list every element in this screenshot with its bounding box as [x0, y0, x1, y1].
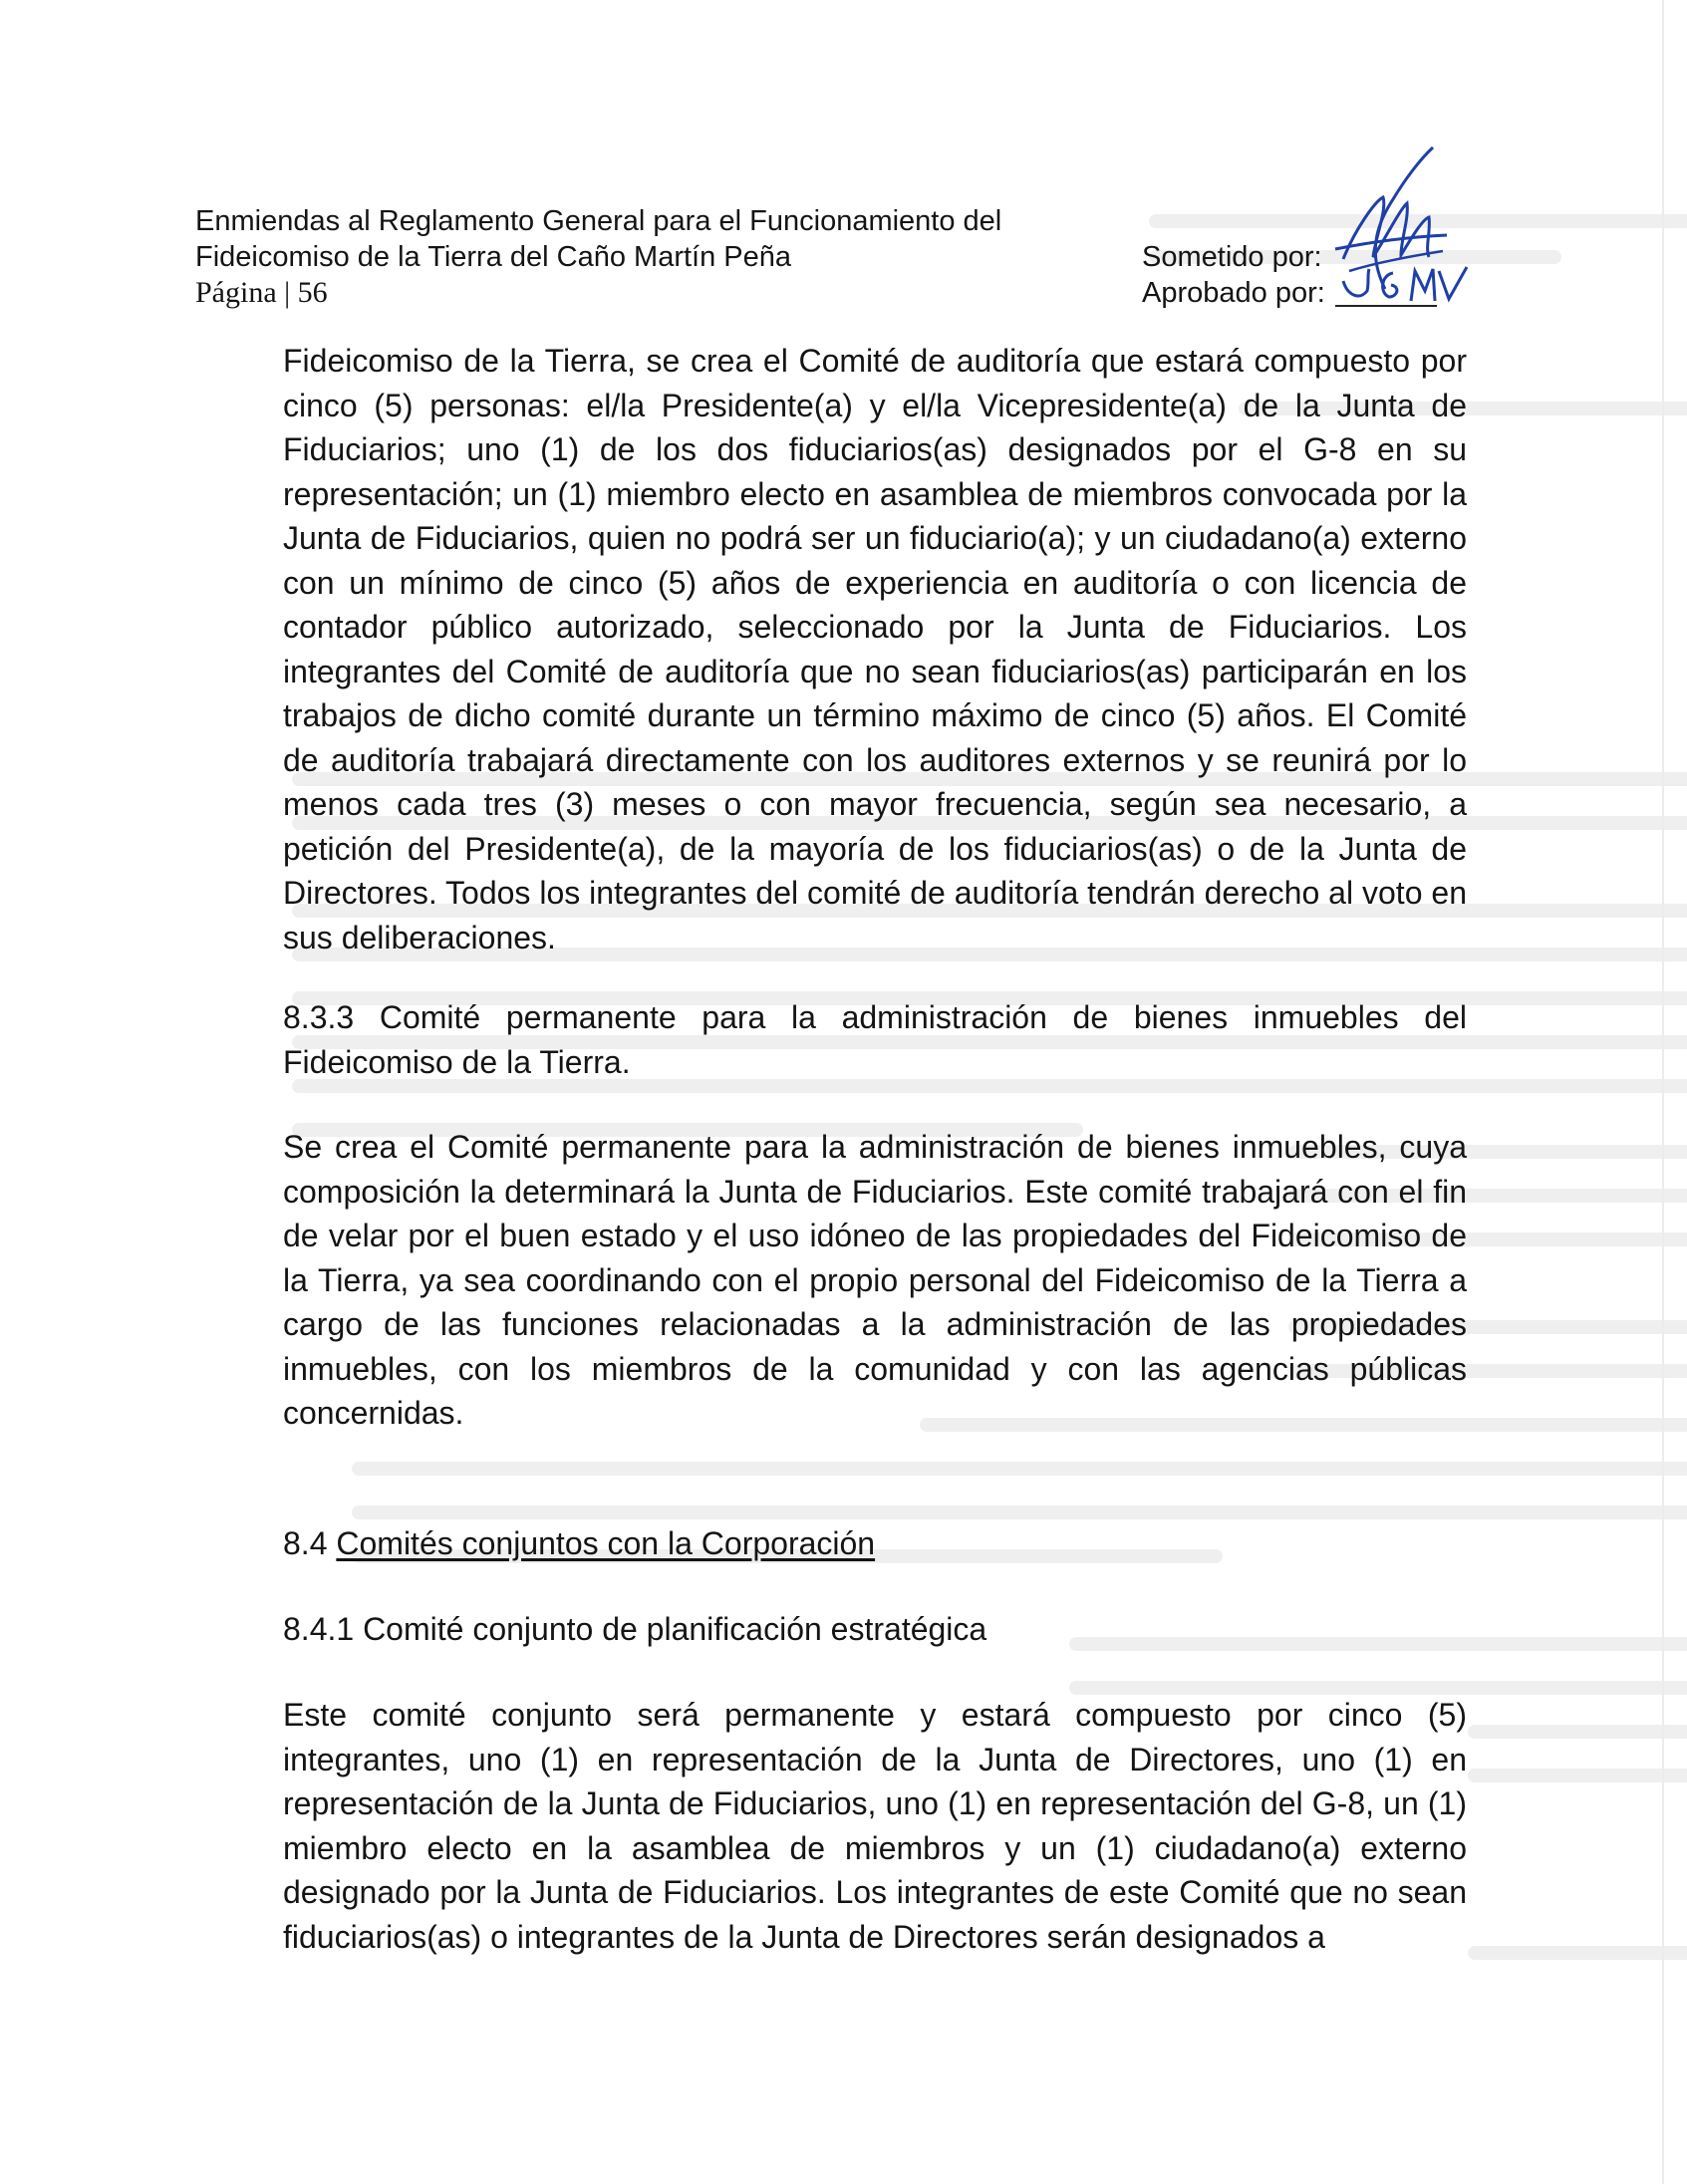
section-8-3-3	[283, 995, 1467, 1084]
document-title-line-2: Fideicomiso de la Tierra del Caño Martín Peña	[195, 241, 792, 273]
approved-by-label: Aprobado por:	[1142, 277, 1325, 309]
section-body-text	[283, 339, 1467, 959]
paragraph-audit-committee: Fideicomiso de la Tierra, se crea el Comité de auditoría que estará compuesto por cinco (5) personas: el/la Presidente(a) y el/la Vicepresidente(a) de la Junta de Fiduciarios; uno (1) de los dos fiduciarios(as) designados por el G-8 en su representación; un (1) miembro electo en asamblea de miembros convocada por la Junta de Fiduciarios, quien no podrá ser un fiduciario(a); y un ciudadano(a) externo con un mínimo de cinco (5) años de experiencia en auditoría o con licencia de contador público autorizado, seleccionado por la Junta de Fiduciarios. Los integrantes del Comité de auditoría que no sean fiduciarios(as) participarán en los trabajos de dicho comité durante un término máximo de cinco (5) años. El Comité de auditoría trabajará directamente con los auditores externos y se reunirá por lo menos cada tres (3) meses o con mayor frecuencia, según sea necesario, a petición del Presidente(a), de la mayoría de los fiduciarios(as) o de la Junta de Directores. Todos los integrantes del comité de auditoría tendrán derecho al voto en sus deliberaciones.	[283, 343, 1467, 956]
section-8-4-1	[283, 1607, 1467, 1652]
heading-8-3-3: 8.3.3 Comité permanente para la administración de bienes inmuebles del Fideicomiso de la Tierra.	[283, 999, 1467, 1080]
page-number: Página | 56	[195, 276, 328, 309]
submitted-by-label: Sometido por:	[1142, 241, 1322, 273]
document-header	[195, 203, 1001, 311]
document-title-line-1: Enmiendas al Reglamento General para el Funcionamiento del	[195, 205, 1002, 237]
page-edge-line	[1662, 0, 1664, 2184]
paragraph-strategic-planning: Este comité conjunto será permanente y estará compuesto por cinco (5) integrantes, uno (1) en representación de la Junta de Directores, uno (1) en representación de la Junta de Fiduciarios, uno (1) en representación del G-8, un (1) miembro electo en la asamblea de miembros y un (1) ciudadano(a) externo designado por la Junta de Fiduciarios. Los integrantes de este Comité que no sean fiduciarios(as) o integrantes de la Junta de Directores serán designados a	[283, 1697, 1467, 1955]
heading-8-4-number: 8.4	[283, 1525, 328, 1561]
approver-initials-signature	[1333, 261, 1473, 317]
approval-block	[1142, 239, 1325, 311]
heading-8-4	[283, 1521, 1467, 1566]
heading-8-4-title: Comités conjuntos con la Corporación	[336, 1525, 876, 1561]
section-8-4-1-body	[283, 1693, 1467, 1959]
paragraph-property-committee: Se crea el Comité permanente para la administración de bienes inmuebles, cuya composición la determinará la Junta de Fiduciarios. Este comité trabajará con el fin de velar por el buen estado y el uso idóneo de las propiedades del Fideicomiso de la Tierra, ya sea coordinando con el propio personal del Fideicomiso de la Tierra a cargo de las funciones relacionadas a la administración de las propiedades inmuebles, con los miembros de la comunidad y con las agencias públicas concernidas.	[283, 1129, 1467, 1431]
section-8-4	[283, 1521, 1467, 1566]
section-8-3-3-body	[283, 1125, 1467, 1436]
heading-8-4-1: 8.4.1 Comité conjunto de planificación estratégica	[283, 1611, 987, 1647]
